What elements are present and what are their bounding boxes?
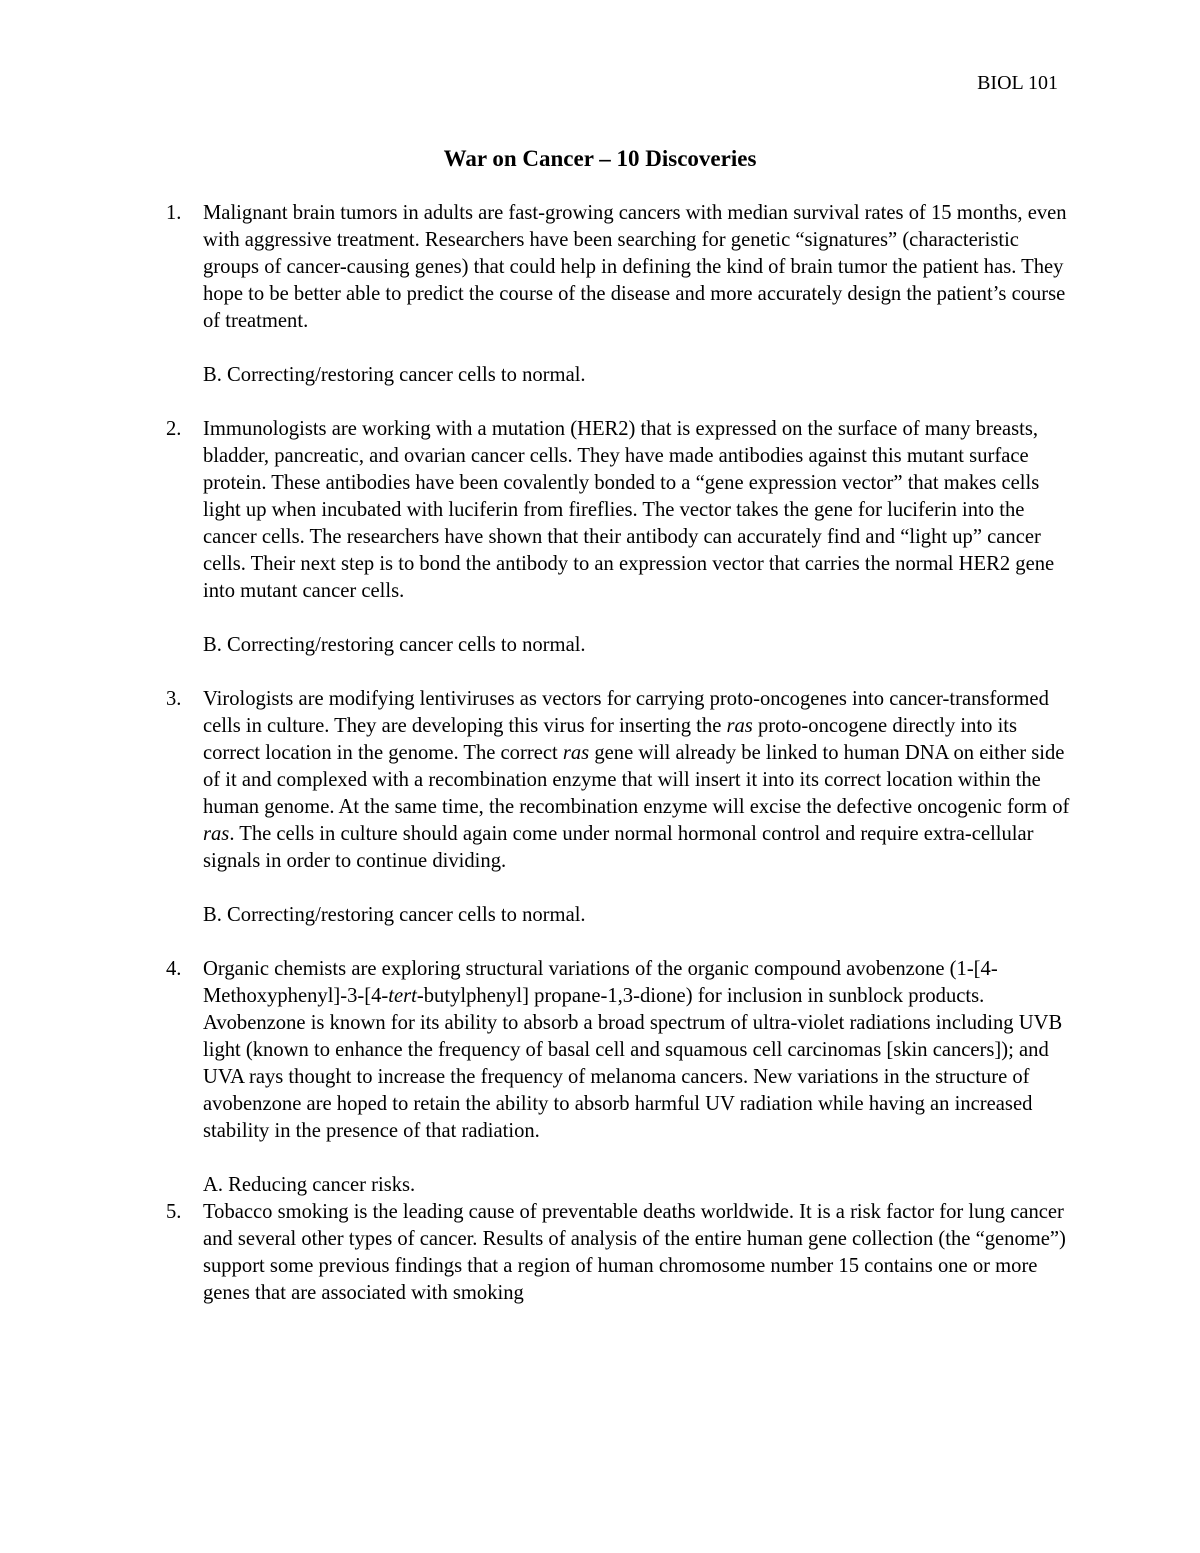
course-header: BIOL 101: [977, 72, 1058, 94]
item-answer: B. Correcting/restoring cancer cells to normal.: [203, 364, 586, 386]
discovery-list: [166, 200, 1070, 1307]
item-text: Malignant brain tumors in adults are fast-growing cancers with median survival rates of 15 months, even with aggressive treatment. Researchers have been searching for genetic “signatures” (characteristic groups of cancer-causing genes) that could help in defining the kind of brain tumor the patient has. They hope to be better able to predict the course of the disease and more accurately design the patient’s course of treatment.: [203, 202, 1067, 332]
page-title: War on Cancer – 10 Discoveries: [443, 146, 757, 171]
item-number: 2.: [166, 418, 182, 440]
item-number: 5.: [166, 1201, 182, 1223]
item-text: Tobacco smoking is the leading cause of preventable deaths worldwide. It is a risk factor for lung cancer and several other types of cancer. Results of analysis of the entire human gene collection (the “genome”) support some previous findings that a region of human chromosome number 15 contains one or more genes that are associated with smoking: [203, 1201, 1066, 1304]
item-number: 3.: [166, 688, 182, 710]
item-text: Immunologists are working with a mutation (HER2) that is expressed on the surface of many breasts, bladder, pancreatic, and ovarian cancer cells. They have made antibodies against this mutant surface protein. These antibodies have been covalently bonded to a “gene expression vector” that makes cells light up when incubated with luciferin from fireflies. The vector takes the gene for luciferin into the cancer cells. The researchers have shown that their antibody can accurately find and “light up” cancer cells. Their next step is to bond the antibody to an expression vector that carries the normal HER2 gene into mutant cancer cells.: [203, 418, 1055, 602]
item-text: Organic chemists are exploring structural variations of the organic compound avobenzone (1-[4-Methoxyphenyl]-3-[4-tert-butylphenyl] propane-1,3-dione) for inclusion in sunblock products. Avobenzone is known for its ability to absorb a broad spectrum of ultra-violet radiations including UVB light (known to enhance the frequency of basal cell and squamous cell carcinomas [skin cancers]); and UVA rays thought to increase the frequency of melanoma cancers. New variations in the structure of avobenzone are hoped to retain the ability to absorb harmful UV radiation while having an increased stability in the presence of that radiation.: [203, 958, 1063, 1142]
list-item: [166, 956, 1070, 1199]
list-item: [166, 1199, 1070, 1307]
item-number: 1.: [166, 202, 182, 224]
list-item: [166, 416, 1070, 659]
list-item: [166, 686, 1070, 929]
list-item: [166, 200, 1070, 389]
item-text: Virologists are modifying lentiviruses as vectors for carrying proto-oncogenes into cancer-transformed cells in culture. They are developing this virus for inserting the ras proto-oncogene directly into its correct location in the genome. The correct ras gene will already be linked to human DNA on either side of it and complexed with a recombination enzyme that will insert it into its correct location within the human genome. At the same time, the recombination enzyme will excise the defective oncogenic form of ras. The cells in culture should again come under normal hormonal control and require extra-cellular signals in order to continue dividing.: [203, 688, 1070, 872]
item-answer: B. Correcting/restoring cancer cells to normal.: [203, 904, 586, 926]
item-number: 4.: [166, 958, 182, 980]
item-answer: B. Correcting/restoring cancer cells to normal.: [203, 634, 586, 656]
item-answer: A. Reducing cancer risks.: [203, 1174, 416, 1196]
